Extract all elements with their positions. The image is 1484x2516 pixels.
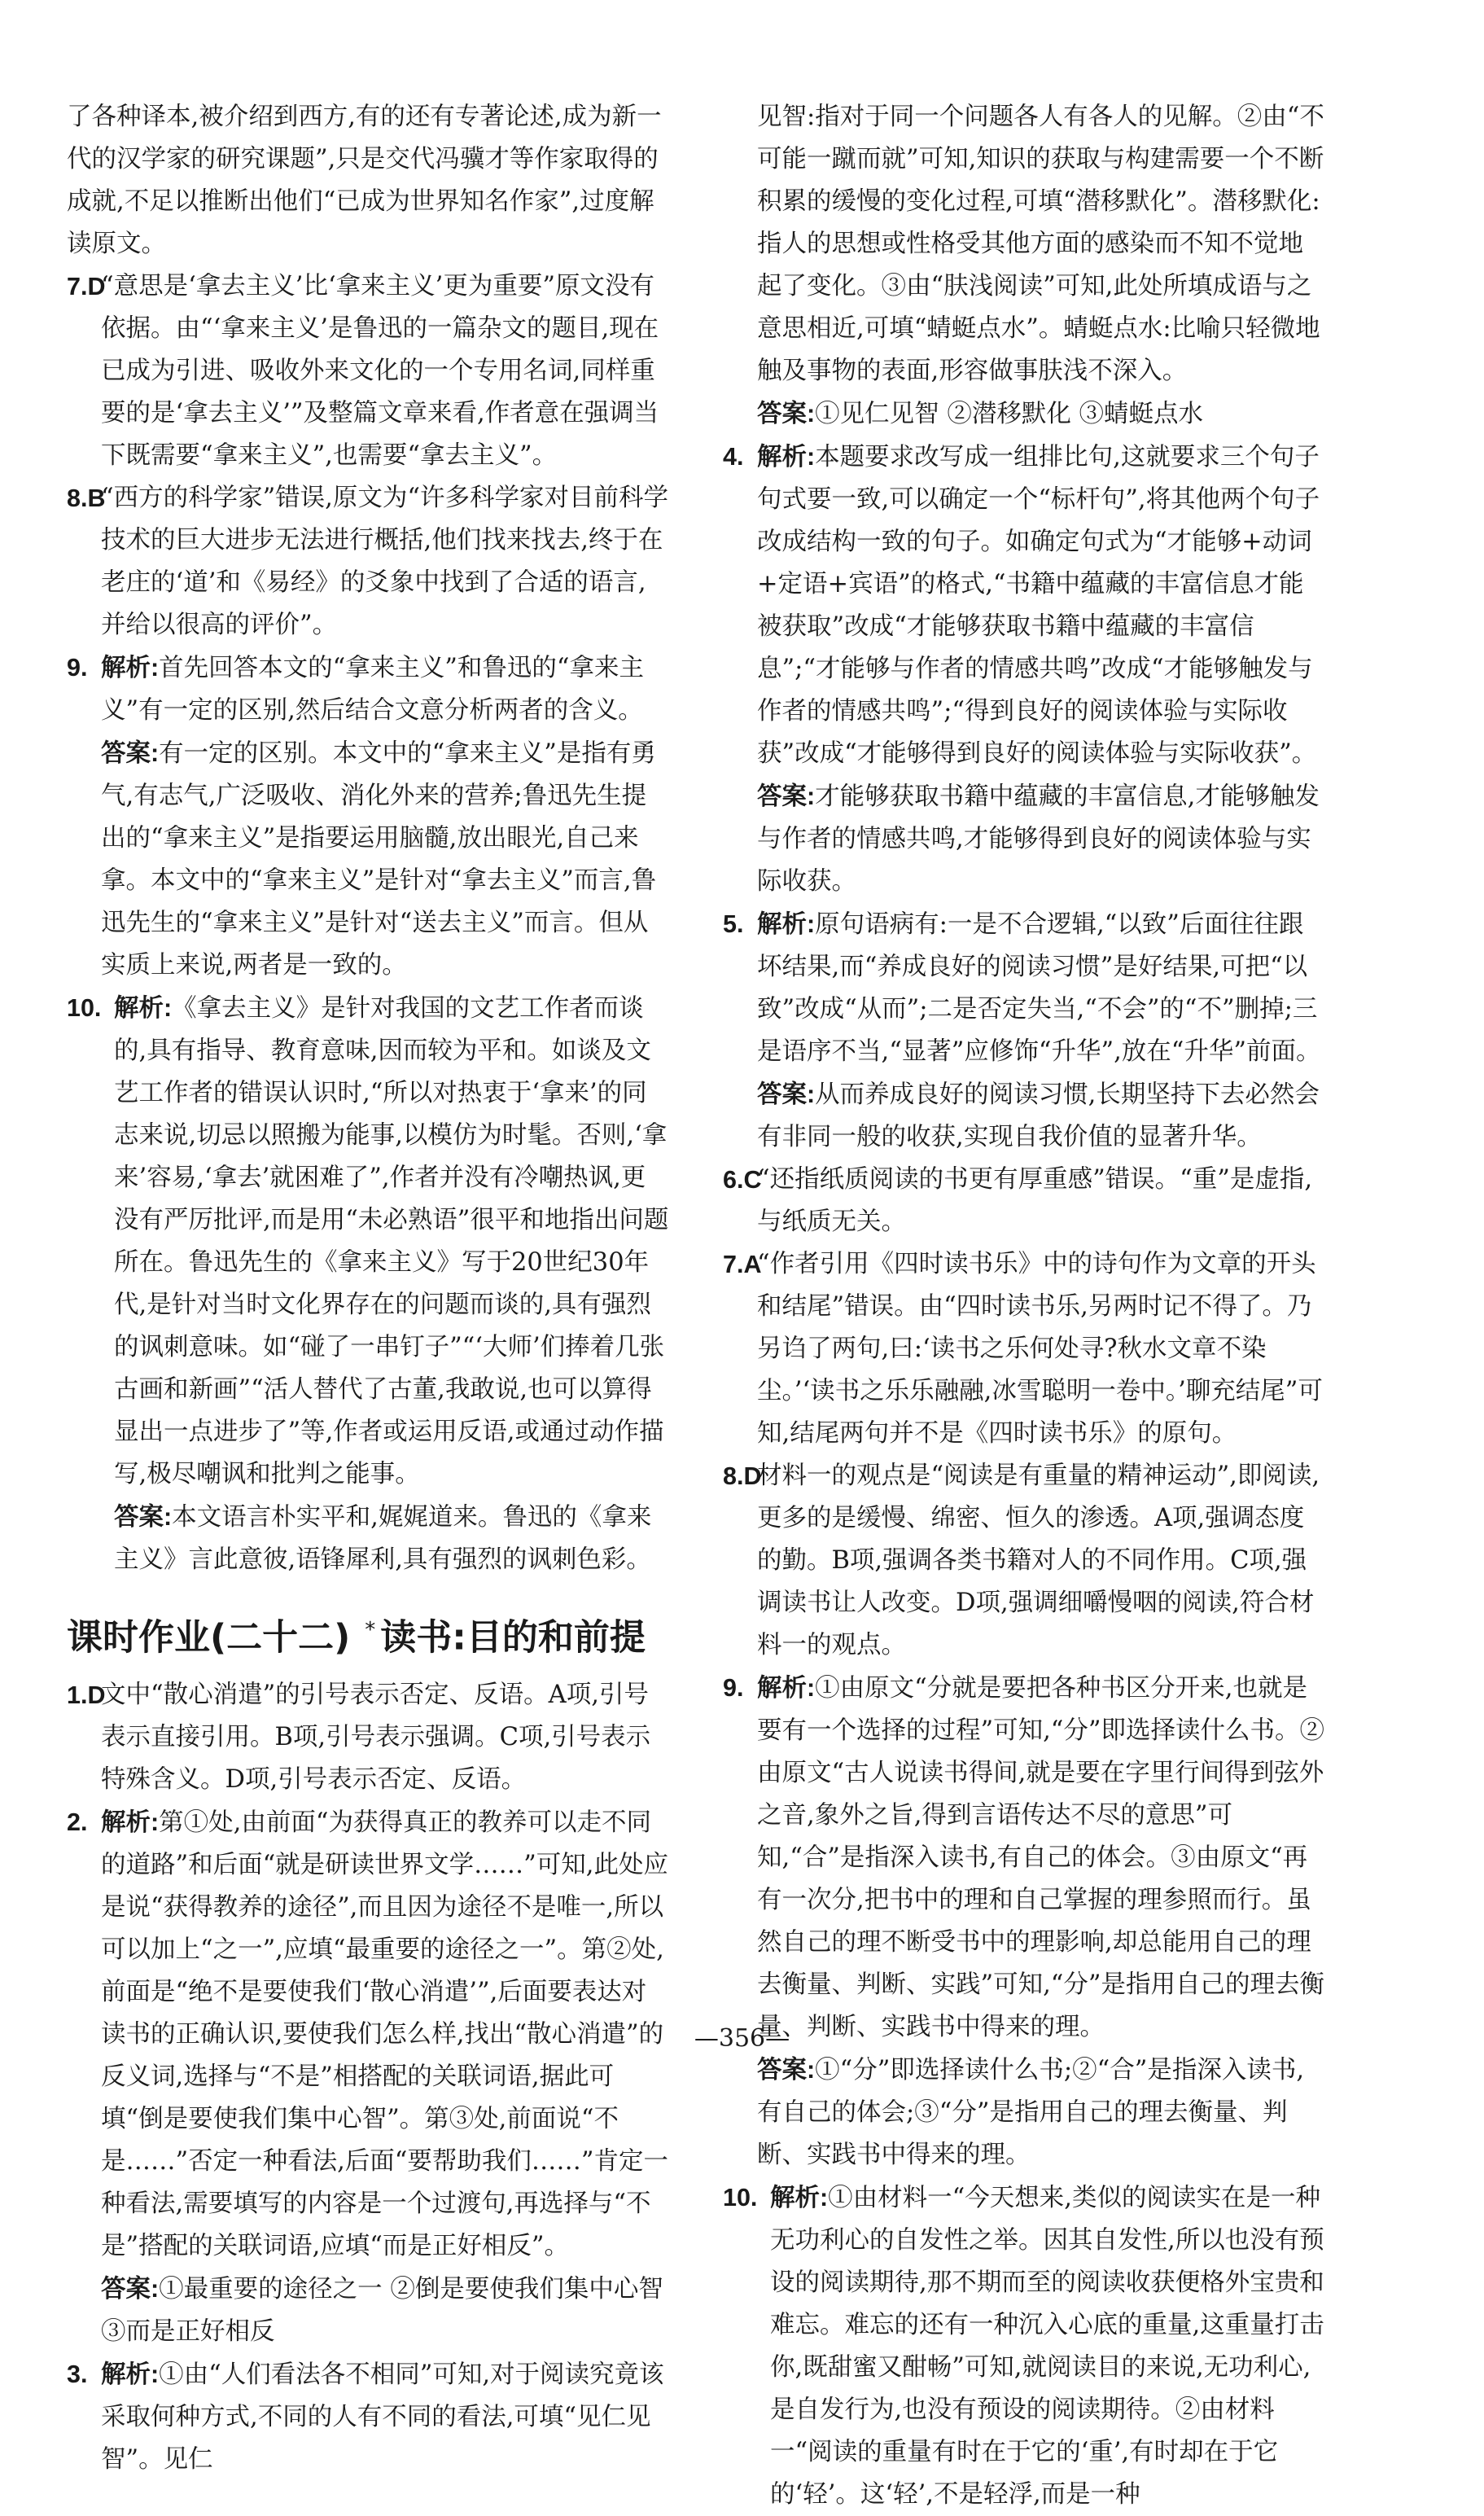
answer-label: 答案: [757,2056,816,2084]
question-number: 3. [67,2360,88,2388]
section-title [67,1606,669,1663]
right-column [723,96,1325,2516]
question-3-continued: 见智:指对于同一个问题各人有各人的见解。②由“不可能一蹴而就”可知,知识的获取与构建需要一个不断积累的缓慢的变化过程,可填“潜移默化”。潜移默化:指人的思想或性格受其他方面的感染而不知不觉地起了变化。③由“肤浅阅读”可知,此处所填成语与之意思相近,可填“蜻蜓点水”。蜻蜓点水:比喻只轻微地触及事物的表面,形容做事肤浅不深入。 [757,103,1324,385]
section-question-5 [723,903,1325,1073]
answer-4 [723,775,1325,903]
left-column [67,96,669,2481]
analysis-text: ①由“人们看法各不相同”可知,对于阅读究竟该采取何种方式,不同的人有不同的看法,可填“见仁见智”。见仁 [101,2360,664,2474]
section-question-3 [67,2353,669,2481]
analysis-label: 解析: [770,2184,829,2211]
answer-text: ①见仁见智 ②潜移默化 ③蜻蜓点水 [815,400,1204,428]
analysis-label: 解析: [757,443,816,471]
analysis-text: 首先回答本文的“拿来主义”和鲁迅的“拿来主义”有一定的区别,然后结合文意分析两者的含义。 [101,654,644,725]
answer-9-section [723,2049,1325,2176]
question-number: 2. [67,1808,88,1836]
question-text: 材料一的观点是“阅读是有重量的精神运动”,即阅读,更多的是缓慢、绵密、恒久的渗透。A项,强调态度的勤。B项,强调各类书籍对人的不同作用。C项,强调读书让人改变。D项,强调细嚼慢咽的阅读,符合材料一的观点。 [757,1462,1320,1659]
analysis-text: ①由原文“分就是要把各种书区分开来,也就是要有一个选择的过程”可知,“分”即选择读什么书。②由原文“古人说读书得间,就是要在字里行间得到弦外之音,象外之旨,得到言语传达不尽的意思”可知,“合”是指深入读书,有自己的体会。③由原文“再有一次分,把书中的理和自己掌握的理参照而行。虽然自己的理不断受书中的理影响,却总能用自己的理去衡量、判断、实践”可知,“分”是指用自己的理去衡量、判断、实践书中得来的理。 [757,1674,1324,2041]
section-question-8 [723,1455,1325,1667]
answer-9 [67,732,669,987]
answer-3 [723,392,1325,436]
intro-paragraph: 了各种译本,被介绍到西方,有的还有专著论述,成为新一代的汉学家的研究课题”,只是交代冯骥才等作家取得的成就,不足以推断出他们“已成为世界知名作家”,过度解读原文。 [67,103,662,258]
analysis-text: 原句语病有:一是不合逻辑,“以致”后面往往跟坏结果,而“养成良好的阅读习惯”是好结果,可把“以致”改成“从而”;二是否定失当,“不会”的“不”删掉;三是语序不当,“显著”应修饰“升华”,放在“升华”前面。 [757,910,1321,1066]
analysis-text: ①由材料一“今天想来,类似的阅读实在是一种无功利心的自发性之举。因其自发性,所以也没有预设的阅读期待,那不期而至的阅读收获便格外宝贵和难忘。难忘的还有一种沉入心底的重量,这重量打击你,既甜蜜又酣畅”可知,就阅读目的来说,无功利心,是自发行为,也没有预设的阅读期待。②由材料一“阅读的重量有时在于它的‘重’,有时却在于它的‘轻’。这‘轻’,不是轻浮,而是一种 [770,2184,1324,2509]
question-10 [67,987,669,1496]
section-question-9 [723,1667,1325,2049]
analysis-text: 本题要求改写成一组排比句,这就要求三个句子句式要一致,可以确定一个“标杆句”,将其他两个句子改成结构一致的句子。如确定句式为“才能够+动词+定语+宾语”的格式,“书籍中蕴藏的丰富信息才能被获取”改成“才能够获取书籍中蕴藏的丰富信息”;“才能够与作者的情感共鸣”改成“才能够触发与作者的情感共鸣”;“得到良好的阅读体验与实际收获”改成“才能够得到良好的阅读体验与实际收获”。 [757,443,1320,768]
question-number: 9. [723,1674,744,1702]
answer-10 [67,1496,669,1581]
question-9 [67,647,669,732]
section-subtitle: 读书:目的和前提 [380,1616,646,1659]
question-number: 5. [723,910,744,938]
question-number: 10. [723,2184,758,2211]
star-mark: * [365,1618,376,1642]
analysis-text: 《拿去主义》是针对我国的文艺工作者而谈的,具有指导、教育意味,因而较为平和。如谈及文艺工作者的错误认识时,“所以对热衷于‘拿来’的同志来说,切忌以照搬为能事,以模仿为时髦。否则,‘拿来’容易,‘拿去’就困难了”,作者并没有冷嘲热讽,更没有严厉批评,而是用“未必熟语”很平和地指出问题所在。鲁迅先生的《拿来主义》写于20世纪30年代,是针对当时文化界存在的问题而谈的,具有强烈的讽刺意味。如“碰了一串钉子”“‘大师’们捧着几张古画和新画”“活人替代了古董,我敢说,也可以算得显出一点进步了”等,作者或运用反语,或通过动作描写,极尽嘲讽和批判之能事。 [114,994,669,1488]
question-text: “意思是‘拿去主义’比‘拿来主义’更为重要”原文没有依据。由“‘拿来主义’是鲁迅的一篇杂文的题目,现在已成为引进、吸收外来文化的一个专用名词,同样重要的是‘拿去主义’”及整篇文章来看,作者意在强调当下既需要“拿来主义”,也需要“拿去主义”。 [101,272,659,470]
section-heading: 课时作业(二十二) [67,1616,351,1659]
answer-label: 答案: [757,1080,816,1108]
answer-2-continued [67,2311,669,2353]
answer-text: 从而养成良好的阅读习惯,长期坚持下去必然会有非同一般的收获,实现自我价值的显著升华。 [757,1080,1320,1151]
question-text: 文中“散心消遣”的引号表示否定、反语。A项,引号表示直接引用。B项,引号表示强调。C项,引号表示特殊含义。D项,引号表示否定、反语。 [101,1680,651,1794]
answer-label: 答案: [114,1503,173,1531]
analysis-label: 解析: [114,994,173,1022]
question-number: 10. [67,994,102,1022]
answer-text: 本文语言朴实平和,娓娓道来。鲁迅的《拿来主义》言此意彼,语锋犀利,具有强烈的讽刺色彩。 [114,1503,652,1574]
analysis-label: 解析: [101,654,160,682]
analysis-text: 第①处,由前面“为获得真正的教养可以走不同的道路”和后面“就是研读世界文学……”可知,此处应是说“获得教养的途径”,而且因为途径不是唯一,所以可以加上“之一”,应填“最重要的途径之一”。第②处,前面是“绝不是要使我们‘散心消遣’”,后面要表达对读书的正确认识,要使我们怎么样,找出“散心消遣”的反义词,选择与“不是”相搭配的关联词语,据此可填“倒是要使我们集中心智”。第③处,前面说“不是……”否定一种看法,后面“要帮助我们……”肯定一种看法,需要填写的内容是一个过渡句,再选择与“不是”搭配的关联词语,应填“而是正好相反”。 [101,1808,668,2260]
page-number: —356— [694,2024,790,2053]
analysis-label: 解析: [101,2360,160,2388]
analysis-label: 解析: [101,1808,160,1836]
question-text: “西方的科学家”错误,原文为“许多科学家对目前科学技术的巨大进步无法进行概括,他们找来找去,终于在老庄的‘道’和《易经》的爻象中找到了合适的语言,并给以很高的评价”。 [101,484,668,639]
question-text: “作者引用《四时读书乐》中的诗句作为文章的开头和结尾”错误。由“四时读书乐,另两时记不得了。乃另诌了两句,曰:‘读书之乐何处寻?秋水文章不染尘。’‘读书之乐乐融融,冰雪聪明一卷中。’聊充结尾”可知,结尾两句并不是《四时读书乐》的原句。 [757,1250,1323,1448]
question-number: 4. [723,443,744,471]
question-7 [67,265,669,477]
answer-text: 有一定的区别。本文中的“拿来主义”是指有勇气,有志气,广泛吸收、消化外来的营养;鲁迅先生提出的“拿来主义”是指要运用脑髓,放出眼光,自己来拿。本文中的“拿来主义”是针对“拿去主义”而言,鲁迅先生的“拿来主义”是针对“送去主义”而言。但从实质上来说,两者是一致的。 [101,739,657,980]
analysis-label: 解析: [757,910,816,938]
analysis-label: 解析: [757,1674,816,1702]
section-question-4 [723,436,1325,775]
question-number: 7.D [67,273,106,300]
question-number: 1.D [67,1681,106,1709]
answer-text: ①“分”即选择读什么书;②“合”是指深入读书,有自己的体会;③“分”是指用自己的理去衡量、判断、实践书中得来的理。 [757,2056,1305,2169]
question-text: “还指纸质阅读的书更有厚重感”错误。“重”是虚指,与纸质无关。 [757,1165,1313,1236]
question-8 [67,477,669,647]
question-number: 8.D [723,1462,762,1490]
answer-5 [723,1073,1325,1159]
answer-label: 答案: [757,400,816,427]
question-number: 6.C [723,1166,762,1194]
section-question-10 [723,2176,1325,2516]
answer-label: 答案: [101,2274,160,2303]
question-number: 9. [67,654,88,682]
question-number: 7.A [723,1251,762,1278]
answer-label: 答案: [101,739,160,767]
answer-2 [67,2268,669,2311]
question-number: 8.B [67,484,106,512]
answer-text: 才能够获取书籍中蕴藏的丰富信息,才能够触发与作者的情感共鸣,才能够得到良好的阅读体验与实际收获。 [757,782,1320,896]
answer-text: ①最重要的途径之一 ②倒是要使我们集中心智 [159,2274,663,2303]
section-question-1 [67,1674,669,1801]
answer-text: ③而是正好相反 [101,2317,275,2346]
section-question-7 [723,1243,1325,1455]
section-question-6 [723,1159,1325,1243]
answer-label: 答案: [757,782,816,810]
